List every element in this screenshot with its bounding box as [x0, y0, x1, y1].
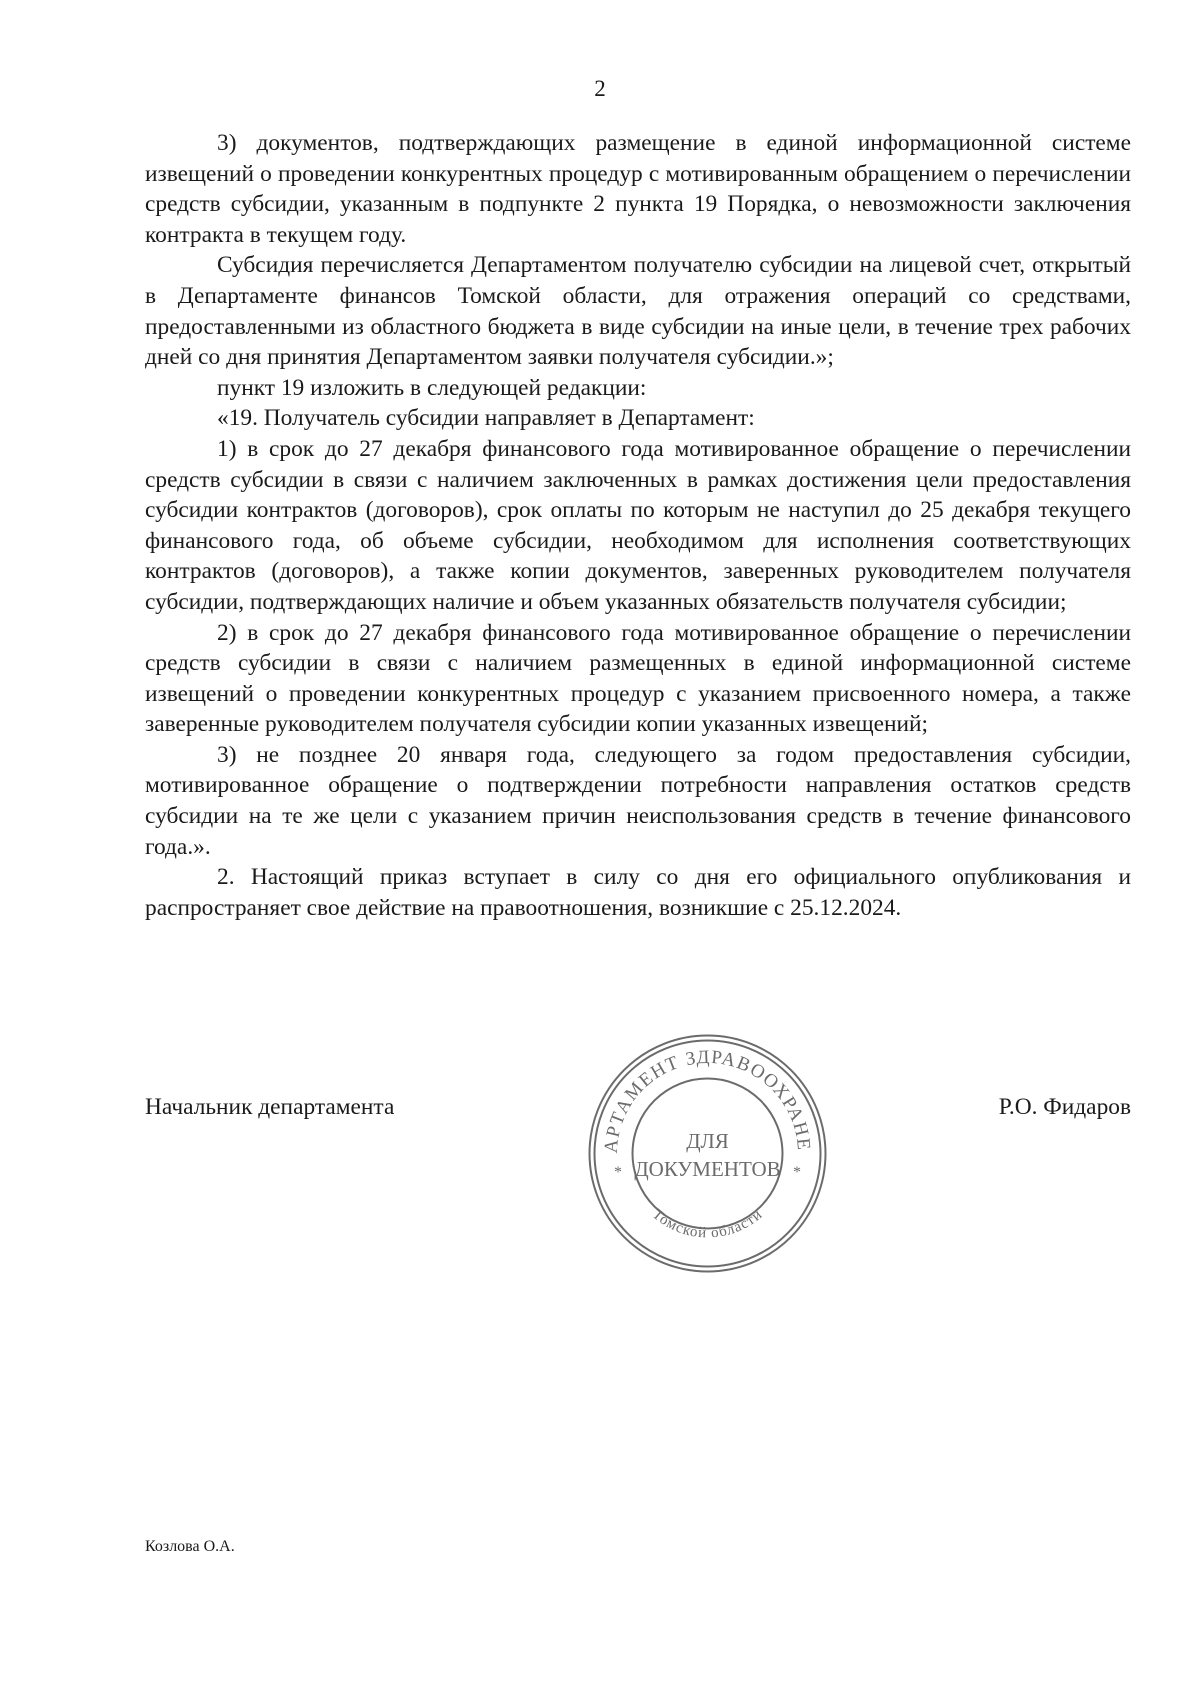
seal-icon — [585, 1031, 830, 1276]
paragraph-effective-date: 2. Настоящий приказ вступает в силу со дня его официального опубликования и распространяет свое действие на правоотношения, возникшие с 25.12.2024. — [145, 864, 1131, 921]
seal-center-line-1: ДЛЯ — [686, 1129, 729, 1153]
signatory-name: Р.О. Фидаров — [998, 1094, 1131, 1120]
seal-ring-bottom-text: Томской области — [649, 1206, 766, 1242]
paragraph-clause-19-item-1: 1) в срок до 27 декабря финансового года мотивированное обращение о перечислении средств субсидии в связи с наличием заключенных в рамках достижения цели предоставления субсидии контрактов (договоров), срок оплаты по которым не наступил до 25 декабря текущего финансового года, об объеме субсидии, необходимом для исполнения соответствующих контрактов (договоров), а также копии документов, заверенных руководителем получателя субсидии, подтверждающих наличие и объем указанных обязательств получателя субсидии; — [145, 435, 1131, 615]
seal-star-right-icon: * — [793, 1164, 801, 1181]
signatory-position: Начальник департамента — [145, 1094, 395, 1120]
paragraph-subsidy-transfer: Субсидия перечисляется Департаментом получателю субсидии на лицевой счет, открытый в Департаменте финансов Томской области, для отражения операций со средствами, предоставленными из областного бюджета в виде субсидии на иные цели, в течение трех рабочих дней со дня принятия Департаментом заявки получателя субсидии.»; — [145, 252, 1131, 371]
seal-center-line-2: ДОКУМЕНТОВ — [634, 1157, 781, 1181]
seal-ring-top-text: АРТАМЕНТ ЗДРАВООХРАНЕ — [600, 1046, 815, 1154]
seal-inner-circle — [633, 1079, 783, 1229]
seal-star-left-icon: * — [614, 1164, 622, 1181]
paragraph-item-3-documents: 3) документов, подтверждающих размещение в единой информационной системе извещений о проведении конкурентных процедур с мотивированным обращением о перечислении средств субсидии, указанным в подпункте 2 пункта 19 Порядка, о невозможности заключения контракта в текущем году. — [145, 130, 1131, 248]
paragraph-clause-19-item-2: 2) в срок до 27 декабря финансового года мотивированное обращение о перечислении средств субсидии в связи с наличием размещенных в единой информационной системе извещений о проведении конкурентных процедур с указанием присвоенного номера, а также заверенные руководителем получателя субсидии копии указанных извещений; — [145, 619, 1131, 738]
paragraph-clause-19-item-3: 3) не позднее 20 января года, следующего за годом предоставления субсидии, мотивированное обращение о подтверждении потребности направления остатков средств субсидии на те же цели с указанием причин неиспользования средств в течение финансового года.». — [145, 741, 1131, 860]
page-number: 2 — [594, 76, 606, 101]
paragraph-clause-19-title: «19. Получатель субсидии направляет в Департамент: — [217, 405, 755, 432]
document-body — [145, 128, 1131, 923]
official-seal — [585, 1031, 830, 1276]
paragraph-clause-19-intro: пункт 19 изложить в следующей редакции: — [217, 374, 647, 401]
executor-name: Козлова О.А. — [145, 1538, 235, 1555]
